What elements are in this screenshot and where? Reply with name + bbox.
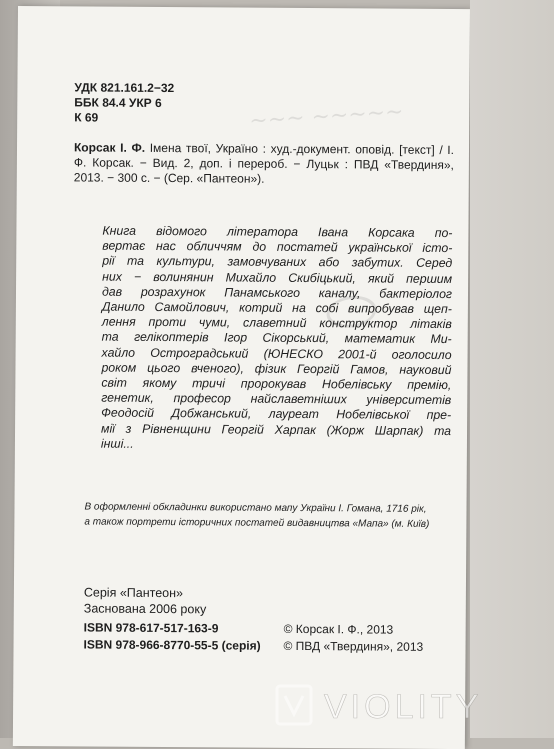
series-info <box>84 584 207 617</box>
watermark-logo-icon <box>277 686 311 724</box>
book-annotation <box>101 224 453 454</box>
isbn-series: ISBN 978-966-8770-55-5 (серія) <box>83 637 261 653</box>
book-page <box>13 6 470 749</box>
author-mark: К 69 <box>74 110 99 125</box>
copyright-publisher: © ПВД «Твердиня», 2013 <box>283 638 424 654</box>
bleed-through-inscription: ~~~ ~~~~~ <box>248 99 405 134</box>
annotation-line: вертає нас обличчям до постатей української істо- <box>102 238 453 256</box>
bleed-through-shape: ⬭ <box>320 276 373 347</box>
annotation-line: дав розрахунок Панамського каналу, бактеріолог <box>101 284 453 301</box>
annotation-line: них − волинянин Михайло Скибіцький, який першим <box>102 269 453 286</box>
bibliographic-codes <box>74 80 174 126</box>
cover-design-note <box>84 499 446 532</box>
bibliographic-record <box>74 140 454 188</box>
annotation-line: роком цього вченого), фізик Георгій Гамов, науковий <box>101 360 452 377</box>
isbn-block <box>83 619 260 654</box>
annotation-line: генетик, професор найславетніших університетів <box>101 390 452 408</box>
violity-watermark <box>274 680 544 730</box>
cover-note-line: В оформленні обкладинки використано мапу України І. Гомана, 1716 рік, <box>84 501 427 515</box>
annotation-line: світ якому тричі пророкував Нобелівську премію, <box>101 375 452 393</box>
annotation-line: хайло Остроградський (ЮНЕСКО 2001-й оголосило <box>101 345 452 362</box>
copyright-block <box>283 621 423 656</box>
annotation-line: інші... <box>100 436 134 451</box>
series-founded: Заснована 2006 року <box>83 601 207 617</box>
series-name: Серія «Пантеон» <box>83 585 184 601</box>
bbk-code: ББК 84.4 УКР 6 <box>74 95 162 111</box>
udc-code: УДК 821.161.2−32 <box>74 80 175 96</box>
record-author: Корсак І. Ф. <box>73 140 146 155</box>
watermark-text: VIOLITY <box>324 688 483 726</box>
cover-note-line: а також портрети історичних постатей видавництва «Мапа» (м. Київ) <box>84 516 430 530</box>
annotation-line: Данило Самойлович, котрий на собі випробував щеп- <box>101 299 452 317</box>
annotation-line: Книга відомого літератора Івана Корсака по- <box>102 223 453 241</box>
annotation-line: лення проти чуми, славетний конструктор літаків <box>101 314 452 332</box>
isbn-book: ISBN 978-617-517-163-9 <box>83 620 219 636</box>
page-edge-right <box>470 0 554 738</box>
copyright-author: © Корсак І. Ф., 2013 <box>283 621 394 637</box>
annotation-line: рії та культури, замовчуваних або забутих. Серед <box>102 254 453 271</box>
record-text: Імена твої, Україно : худ.-документ. оповід. [текст] / І. Ф. Корсак. − Вид. 2, доп. і перероб. − Луцьк : ПВД «Твердиня», 2013. − 300 с. − (Сер. «Пантеон»). <box>73 140 455 186</box>
annotation-line: Феодосій Добжанський, лауреат Нобелівської пре- <box>101 406 452 423</box>
annotation-line: та гелікоптерів Ігор Сікорський, математик Ми- <box>101 330 452 347</box>
annotation-line: мії з Рівненщини Георгій Харпак (Жорж Шарпак) та <box>101 421 452 438</box>
